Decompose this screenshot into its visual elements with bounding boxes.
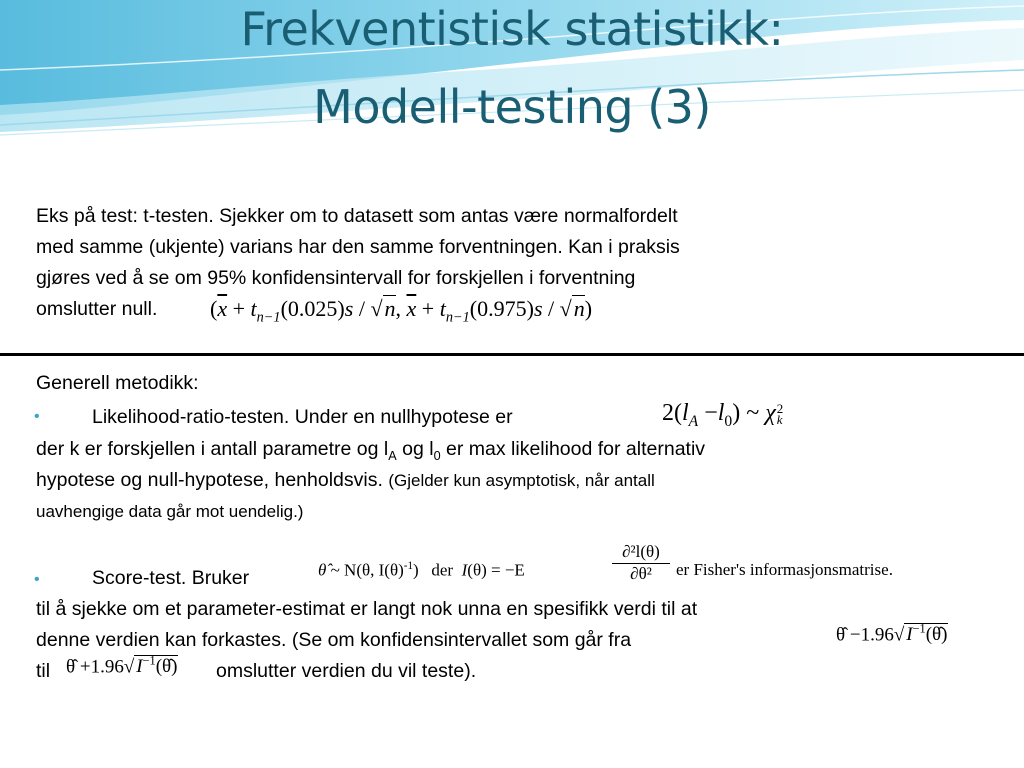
- lr-formula: $2(l_A -l_0)$ ~ χ2 k: [662, 400, 784, 430]
- lr-line-3: hypotese og null-hypotese, henholdsvis. (Gjelder kun asymptotisk, når antall: [36, 469, 655, 491]
- intro-line-2: med samme (ukjente) varians har den samme forventningen. Kan i praksis: [36, 236, 680, 258]
- confidence-interval-formula: ($\overline{x} + t_{n-1}(0.025)s / √n$, $\overline{x} + t_{n-1}(0.975)s / √n$): [210, 296, 593, 326]
- lr-line-4: uavhengige data går mot uendelig.): [36, 502, 304, 521]
- score-distribution-formula: θ̂ ~ N(θ, $I(\theta)^{-1}$) der I(θ) = −E: [318, 560, 525, 580]
- lr-lead-text: Likelihood-ratio-testen. Under en nullhypotese er: [92, 406, 513, 428]
- score-line-4-start: til: [36, 660, 51, 682]
- score-line-2: til å sjekke om et parameter-estimat er langt nok unna en spesifikk verdi til at: [36, 598, 698, 620]
- bullet-marker-2: •: [34, 571, 40, 588]
- slide-title-line1: Frekventistisk statistikk:: [240, 2, 784, 56]
- score-line-4-end: omslutter verdien du vil teste).: [216, 660, 477, 682]
- section-heading: Generell metodikk:: [36, 372, 199, 394]
- intro-line-3: gjøres ved å se om 95% konfidensintervall for forskjellen i forventning: [36, 267, 636, 289]
- score-lead-text: Score-test. Bruker: [92, 567, 250, 589]
- score-line-3: denne verdien kan forkastes. (Se om konfidensintervallet som går fra: [36, 629, 632, 651]
- intro-line-1: Eks på test: t-testen. Sjekker om to datasett som antas være normalfordelt: [36, 205, 678, 227]
- slide-title-line2: Modell-testing (3): [313, 80, 711, 134]
- fisher-caption: er Fisher's informasjonsmatrise.: [676, 560, 893, 579]
- bullet-marker: •: [34, 408, 40, 425]
- section-divider: [0, 353, 1024, 356]
- intro-line-4: omslutter null.: [36, 298, 158, 320]
- fisher-denominator: ∂θ²: [612, 563, 670, 584]
- interval-lower-formula: θ̂ −1.96√ $I^{-1}(\thetâ)$: [836, 622, 948, 646]
- fisher-numerator: ∂²l(θ): [622, 542, 660, 561]
- fisher-fraction: [612, 542, 670, 584]
- interval-upper-formula: θ̂ +1.96√ $I^{-1}(\thetâ)$: [66, 654, 178, 678]
- lr-line-2: der k er forskjellen i antall parametre og $l_A$ og $l_0$ er max likelihood for alternativ: [36, 438, 706, 463]
